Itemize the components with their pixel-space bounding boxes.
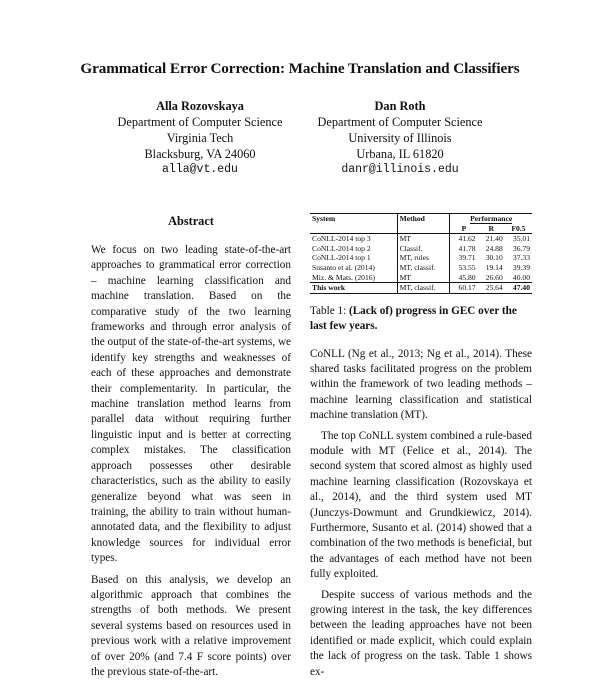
results-table [310,213,532,294]
body-paragraph: Despite success of various methods and the growing interest in the task, the key differences between the leading approaches have not been identified or made explicit, which could explain the lack of progress on the task. Table 1 shows ex- [310,588,532,678]
author-institution: University of Illinois [348,131,452,145]
table-header-method: Method [397,214,450,224]
cell-system: CoNLL-2014 top 2 [312,243,371,253]
cell-method: Classif. [397,244,450,254]
table-header-r: R [478,224,505,234]
body-paragraph: CoNLL (Ng et al., 2013; Ng et al., 2014). These shared tasks facilitated progress on the problem within the framework of two leading methods – machine learning classification and statistical machine translation (MT). [310,347,532,422]
cell-system: Susanto et al. (2014) [312,262,375,272]
cell-f: 39.39 [512,262,530,272]
cell-p: 45.80 [450,273,478,283]
cell-method: MT, classif. [397,283,450,294]
cell-p: 60.17 [450,283,478,294]
cell-system: CoNLL-2014 top 3 [312,234,371,244]
author-location: Urbana, IL 61820 [356,147,444,161]
author-email: danr@illinois.edu [341,163,459,176]
caption-text: (Lack of) progress in GEC over the last few years. [310,304,517,333]
cell-r: 26.60 [485,272,503,282]
author-name: Alla Rozovskaya [156,99,244,113]
cell-method: MT [397,273,450,283]
table-row-this-work [310,283,532,294]
cell-method: MT [397,234,450,244]
caption-label: Table 1: [310,304,347,317]
cell-system: Miz. & Mats. (2016) [312,272,376,282]
author-block-1 [100,98,300,178]
abstract-paragraph: Based on this analysis, we develop an algorithmic approach that combines the strengths of both methods. We present several systems based on resources used in previous work with a relative improvement of over 20% (and 7.4 F score points) over the previous state-of-the-art. [91,573,291,678]
author-location: Blacksburg, VA 24060 [144,147,256,161]
table-row [310,253,532,263]
cell-p: 39.71 [450,253,478,263]
abstract-paragraph: We focus on two leading state-of-the-art approaches to grammatical error correction – machine learning classification and machine translation. Based on the comparative study of the two learning frameworks and through error analysis of the output of the state-of-the-art systems, we identify key strengths and weaknesses of each of these approaches and demonstrate their complementarity. In particular, the machine translation method learns from parallel data without requiring further linguistic input and is better at correcting complex mistakes. The classification approach possesses other desirable characteristics, such as the ability to easily generalize beyond what was seen in training, the ability to train without human-annotated data, and the flexibility to adjust knowledge sources for individual error types. [91,244,291,565]
author-email: alla@vt.edu [162,163,238,176]
author-department: Department of Computer Science [117,115,283,129]
table-row [310,244,532,254]
cell-method: MT, classif. [397,263,450,273]
table-header-performance [450,214,532,224]
cell-r: 19.14 [485,262,503,272]
cell-f: 35.01 [512,234,530,244]
cell-f: 36.79 [512,243,530,253]
author-block-2 [300,98,500,178]
cell-r: 21.40 [485,234,503,244]
cell-r: 25.64 [478,283,505,294]
abstract-heading: Abstract [168,214,214,228]
table-header-system: System [310,214,397,224]
right-column [310,213,532,685]
table-header-p: P [450,224,478,234]
body-paragraph: The top CoNLL system combined a rule-based module with MT (Felice et al., 2014). The second system that scored almost as highly used machine learning classification (Rozovskaya et al., 2014), and the third system used MT (Junczys-Dowmunt and Grundkiewicz, 2014). Furthermore, Susanto et al. (2014) showed that a combination of the two methods is beneficial, but the advantages of each method have not been fully exploited. [310,429,532,581]
cell-p: 41.78 [450,244,478,254]
author-institution: Virginia Tech [166,131,234,145]
table-row [310,273,532,283]
table-header-f: F0.5 [505,224,532,234]
cell-r: 24.88 [485,243,503,253]
author-name: Dan Roth [374,99,426,113]
left-column [90,214,292,686]
cell-system: CoNLL-2014 top 1 [312,253,371,263]
cell-f: 47.40 [505,283,532,294]
table-row [310,263,532,273]
table-row [310,234,532,244]
cell-p: 53.55 [450,263,478,273]
cell-p: 41.62 [450,234,478,244]
table-caption [310,304,532,335]
cell-system: This work [310,283,397,294]
cell-f: 37.33 [512,253,530,263]
cell-f: 40.00 [512,272,530,282]
performance-label: Performance [470,214,513,223]
cell-method: MT, rules [397,253,450,263]
author-department: Department of Computer Science [317,115,483,129]
paper-title: Grammatical Error Correction: Machine Translation and Classifiers [80,60,520,77]
cell-r: 30.10 [485,253,503,263]
